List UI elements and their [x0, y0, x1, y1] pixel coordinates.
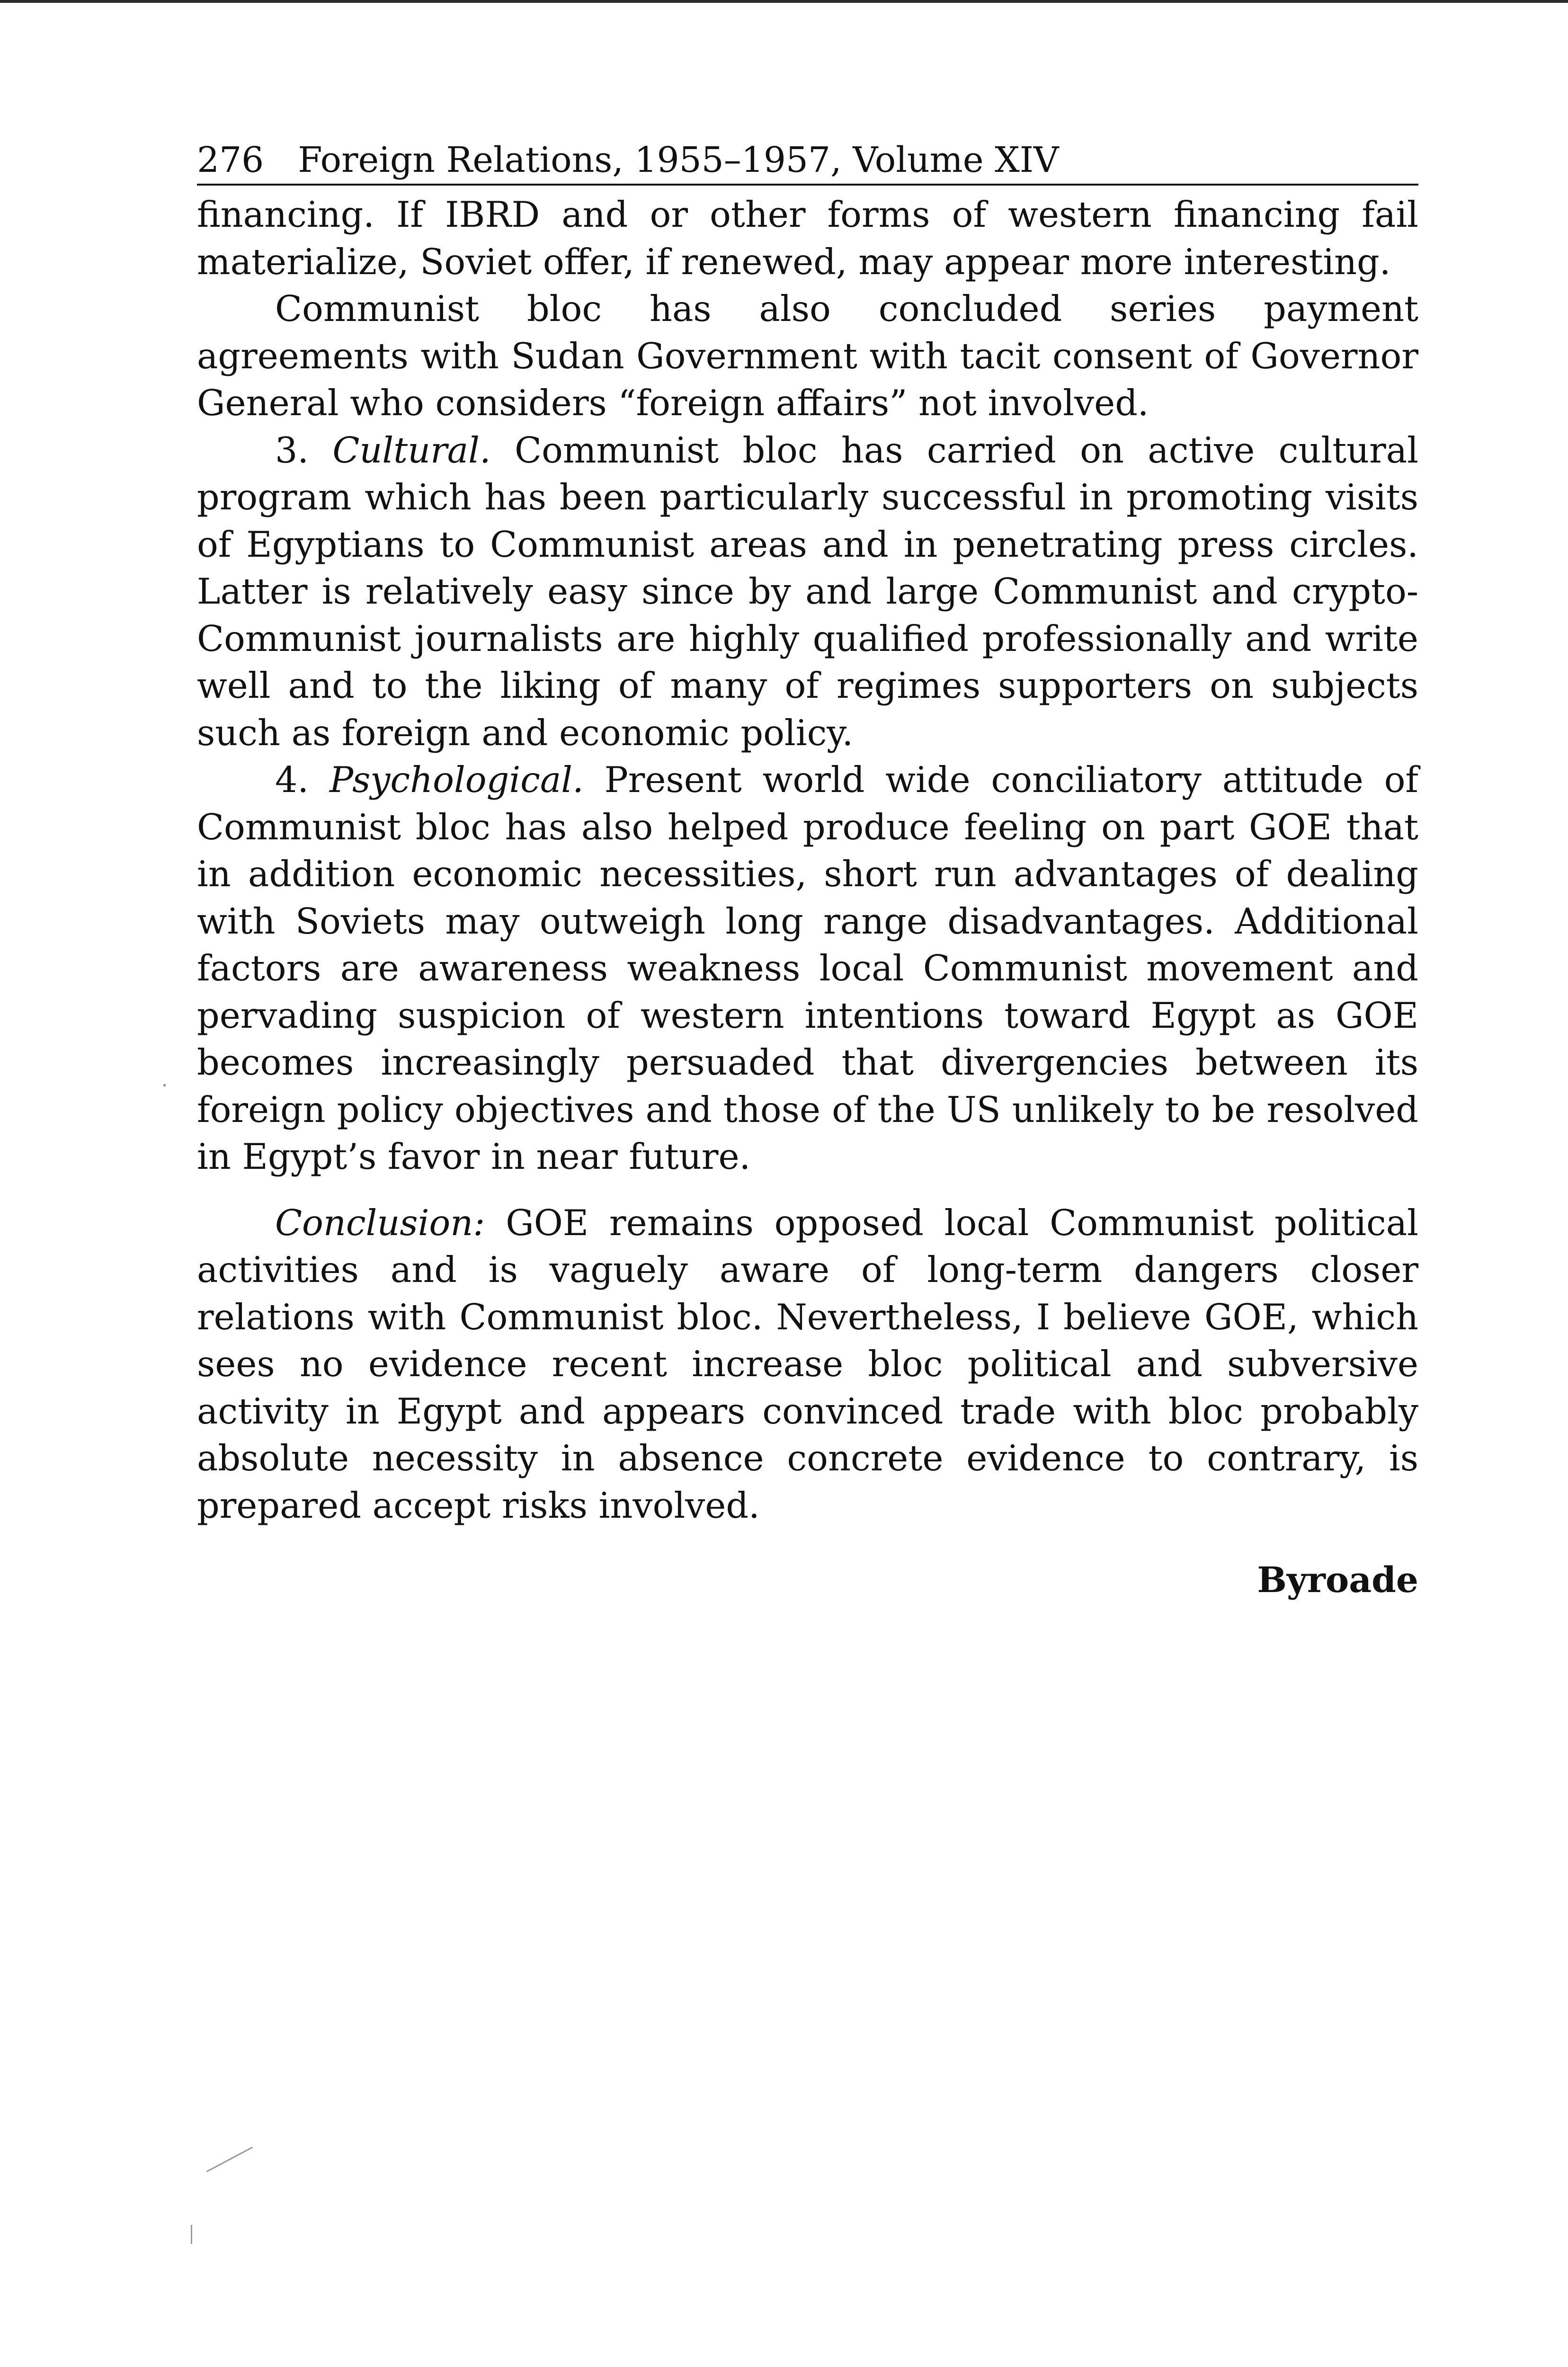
paragraph-text: Communist bloc has carried on active cultural program which has been particularly successful in promoting visits of Egyptians to Communist areas and in penetrating press circles. Latter is relatively easy since by and large Communist and crypto-Communist journalists are highly qualified professionally and write well and to the liking of many of regimes supporters on subjects such as foreign and economic policy.	[197, 429, 1418, 754]
section-heading-psychological: Psychological.	[329, 759, 584, 801]
paragraph-text: GOE remains opposed local Communist political activities and is vaguely aware of long-term dangers closer relations with Communist bloc. Nevertheless, I believe GOE, which sees no evidence recent increase bloc political and subversive activity in Egypt and appears convinced trade with bloc probably absolute necessity in absence concrete evidence to contrary, is prepared accept risks involved.	[197, 1202, 1418, 1526]
section-heading-conclusion: Conclusion:	[275, 1202, 485, 1244]
document-body	[197, 191, 1418, 1529]
paragraph-psychological	[197, 756, 1418, 1181]
scan-speck	[163, 1084, 166, 1086]
scan-speck	[191, 2225, 192, 2244]
running-header	[197, 137, 1418, 186]
document-page	[197, 137, 1418, 1604]
scan-top-edge	[0, 0, 1568, 3]
scan-speck	[206, 2146, 253, 2172]
page-number: 276	[197, 140, 264, 180]
paragraph-conclusion	[197, 1200, 1418, 1530]
paragraph-payment-agreements	[197, 285, 1418, 427]
paragraph-text: Communist bloc has also concluded series payment agreements with Sudan Government with tacit consent of Governor General who considers “foreign affairs” not involved.	[197, 288, 1418, 424]
paragraph-cultural	[197, 427, 1418, 757]
paragraph-text: financing. If IBRD and or other forms of western financing fail materialize, Soviet offer, if renewed, may appear more interesting.	[197, 194, 1418, 283]
paragraph-text: Present world wide conciliatory attitude of Communist bloc has also helped produce feeling on part GOE that in addition economic necessities, short run advantages of dealing with Soviets may outweigh long range disadvantages. Additional factors are awareness weakness local Communist movement and pervading suspicion of western intentions toward Egypt as GOE becomes increasingly persuaded that divergencies between its foreign policy objectives and those of the US unlikely to be resolved in Egypt’s favor in near future.	[197, 759, 1419, 1177]
paragraph-financing	[197, 191, 1418, 285]
section-number: 3.	[275, 429, 309, 471]
section-heading-cultural: Cultural.	[332, 429, 491, 471]
volume-title: Foreign Relations, 1955–1957, Volume XIV	[298, 140, 1059, 180]
section-number: 4.	[275, 759, 309, 801]
signature: Byroade	[1257, 1560, 1418, 1601]
